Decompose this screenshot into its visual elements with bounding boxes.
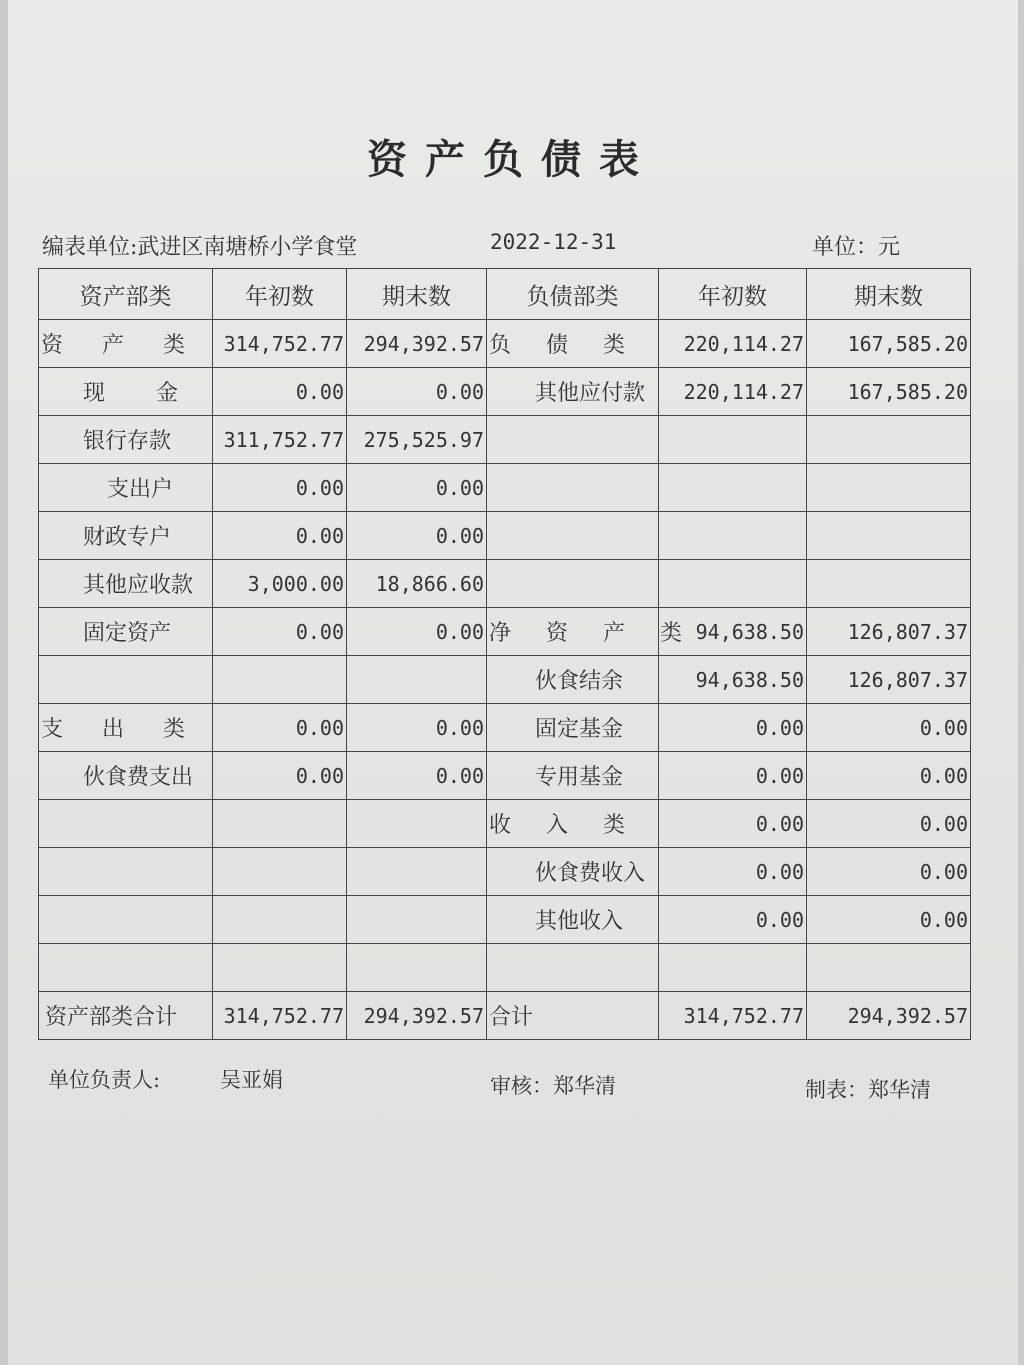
asset-label: [39, 848, 213, 896]
asset-begin-value: 0.00: [213, 704, 347, 752]
currency-unit: 单位：元: [812, 235, 901, 260]
liability-end-value: [807, 560, 971, 608]
asset-begin-value: [213, 656, 347, 704]
asset-label: 现 金: [39, 368, 213, 416]
asset-begin-value: 3,000.00: [213, 560, 347, 608]
liability-label: [487, 464, 659, 512]
asset-begin-value: [213, 800, 347, 848]
liability-label: 收 入 类: [487, 800, 659, 848]
table-row: [39, 560, 971, 608]
asset-total-label: 资产部类合计: [39, 992, 213, 1040]
asset-begin-value: 0.00: [213, 464, 347, 512]
asset-label: 伙食费支出: [39, 752, 213, 800]
column-header-liability-end: 期末数: [807, 269, 971, 320]
liability-end-value: 0.00: [807, 752, 971, 800]
liability-begin-value: 0.00: [659, 896, 807, 944]
liability-end-value: 167,585.20: [807, 320, 971, 368]
preparer-signature: 制表：郑华清: [805, 1078, 931, 1102]
asset-end-value: [347, 848, 487, 896]
liability-begin-value: 0.00: [659, 800, 807, 848]
table-row: [39, 416, 971, 464]
liability-end-value: [807, 416, 971, 464]
asset-end-value: 0.00: [347, 464, 487, 512]
column-header-liability-begin: 年初数: [659, 269, 807, 320]
liability-begin-value: 0.00: [659, 704, 807, 752]
asset-begin-value: [213, 848, 347, 896]
asset-end-value: [347, 656, 487, 704]
liability-end-value: 167,585.20: [807, 368, 971, 416]
liability-label: 净 资 产 类: [487, 608, 659, 656]
liability-label: 专用基金: [487, 752, 659, 800]
asset-end-value: [347, 800, 487, 848]
liability-begin-value: 94,638.50: [659, 656, 807, 704]
liability-total-label: 合计: [487, 992, 659, 1040]
asset-label: 支出户: [39, 464, 213, 512]
asset-label: [39, 944, 213, 992]
asset-begin-value: 0.00: [213, 512, 347, 560]
liability-end-value: 126,807.37: [807, 608, 971, 656]
liability-end-value: 0.00: [807, 704, 971, 752]
liability-end-value: 0.00: [807, 896, 971, 944]
liability-label: 伙食结余: [487, 656, 659, 704]
asset-end-value: [347, 944, 487, 992]
table-row: [39, 800, 971, 848]
liability-end-value: 126,807.37: [807, 656, 971, 704]
document-title: 资产负债表: [367, 136, 657, 183]
asset-begin-value: [213, 896, 347, 944]
asset-label: 其他应收款: [39, 560, 213, 608]
liability-label: [487, 560, 659, 608]
table-total-row: [39, 992, 971, 1040]
table-header-row: [39, 269, 971, 320]
asset-label: 固定资产: [39, 608, 213, 656]
asset-label: [39, 800, 213, 848]
asset-label: 资 产 类: [39, 320, 213, 368]
table-row: [39, 464, 971, 512]
table-row: [39, 608, 971, 656]
asset-begin-value: 314,752.77: [213, 320, 347, 368]
table-row: [39, 656, 971, 704]
table-row: [39, 368, 971, 416]
asset-end-value: 0.00: [347, 752, 487, 800]
liability-label: [487, 944, 659, 992]
table-row: [39, 704, 971, 752]
asset-end-value: 0.00: [347, 368, 487, 416]
balance-sheet-table: [38, 268, 971, 1040]
table-row: [39, 512, 971, 560]
table-row: [39, 944, 971, 992]
liability-begin-value: [659, 512, 807, 560]
liability-total-begin: 314,752.77: [659, 992, 807, 1040]
column-header-asset-end: 期末数: [347, 269, 487, 320]
liability-begin-value: 220,114.27: [659, 368, 807, 416]
liability-total-end: 294,392.57: [807, 992, 971, 1040]
asset-label: [39, 656, 213, 704]
asset-label: 支 出 类: [39, 704, 213, 752]
liability-begin-value: 94,638.50: [659, 608, 807, 656]
liability-label: [487, 416, 659, 464]
asset-end-value: 0.00: [347, 608, 487, 656]
table-row: [39, 896, 971, 944]
liability-begin-value: [659, 464, 807, 512]
liability-begin-value: [659, 560, 807, 608]
asset-end-value: 18,866.60: [347, 560, 487, 608]
liability-end-value: [807, 464, 971, 512]
liability-end-value: 0.00: [807, 848, 971, 896]
asset-end-value: 275,525.97: [347, 416, 487, 464]
asset-total-end: 294,392.57: [347, 992, 487, 1040]
liability-label: 其他收入: [487, 896, 659, 944]
asset-begin-value: 311,752.77: [213, 416, 347, 464]
unit-leader-name: 吴亚娟: [220, 1068, 283, 1092]
asset-begin-value: 0.00: [213, 368, 347, 416]
asset-total-begin: 314,752.77: [213, 992, 347, 1040]
liability-label: [487, 512, 659, 560]
liability-label: 伙食费收入: [487, 848, 659, 896]
liability-end-value: 0.00: [807, 800, 971, 848]
asset-end-value: 294,392.57: [347, 320, 487, 368]
unit-leader-label: 单位负责人:: [48, 1068, 161, 1092]
column-header-asset-begin: 年初数: [213, 269, 347, 320]
auditor-signature: 审核：郑华清: [490, 1074, 616, 1098]
report-date: 2022-12-31: [490, 230, 617, 254]
asset-label: [39, 896, 213, 944]
asset-label: 财政专户: [39, 512, 213, 560]
liability-label: 负 债 类: [487, 320, 659, 368]
column-header-liability-category: 负债部类: [487, 269, 659, 320]
asset-end-value: [347, 896, 487, 944]
liability-label: 其他应付款: [487, 368, 659, 416]
reporting-unit: 编表单位:武进区南塘桥小学食堂: [42, 235, 358, 260]
asset-end-value: 0.00: [347, 704, 487, 752]
liability-begin-value: [659, 416, 807, 464]
liability-begin-value: 0.00: [659, 848, 807, 896]
liability-begin-value: 0.00: [659, 752, 807, 800]
table-row: [39, 752, 971, 800]
table-row: [39, 320, 971, 368]
asset-begin-value: [213, 944, 347, 992]
column-header-asset-category: 资产部类: [39, 269, 213, 320]
asset-begin-value: 0.00: [213, 752, 347, 800]
asset-end-value: 0.00: [347, 512, 487, 560]
asset-label: 银行存款: [39, 416, 213, 464]
liability-begin-value: 220,114.27: [659, 320, 807, 368]
asset-begin-value: 0.00: [213, 608, 347, 656]
table-row: [39, 848, 971, 896]
liability-label: 固定基金: [487, 704, 659, 752]
liability-end-value: [807, 944, 971, 992]
liability-end-value: [807, 512, 971, 560]
liability-begin-value: [659, 944, 807, 992]
